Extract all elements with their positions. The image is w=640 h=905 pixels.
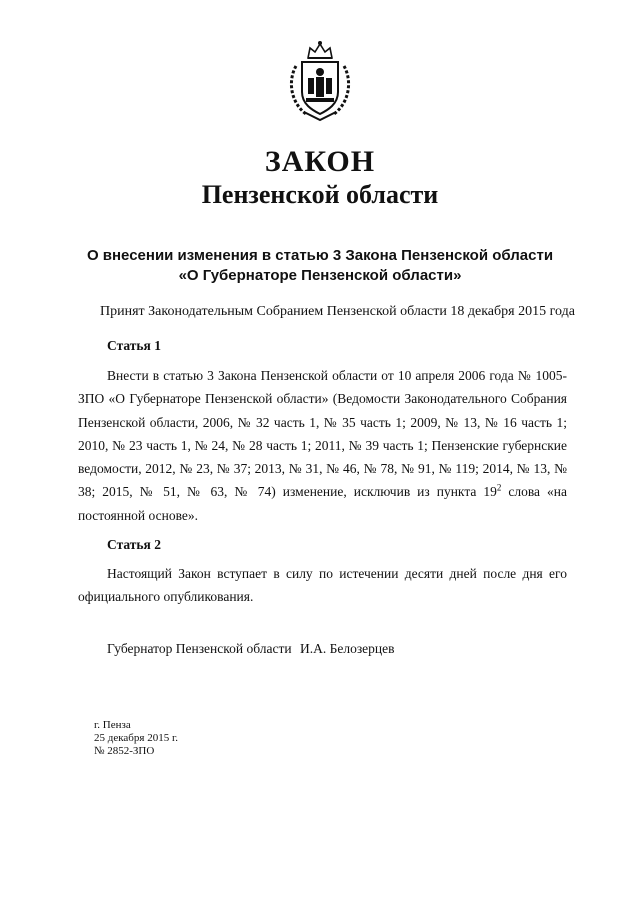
article-1-heading: Статья 1	[107, 338, 161, 353]
signing-city: г. Пенза	[94, 719, 131, 731]
signatory-position: Губернатор Пензенской области	[107, 641, 292, 656]
penza-coat-of-arms-icon	[286, 40, 354, 122]
law-subject-line-2: «О Губернаторе Пензенской области»	[178, 267, 462, 284]
region-title: Пензенской области	[201, 180, 439, 209]
law-subject-line-1: О внесении изменения в статью 3 Закона Пензенской области	[86, 247, 554, 264]
article-1-text-main: Внести в статью 3 Закона Пензенской области от 10 апреля 2006 года № 1005-ЗПО «О Губернаторе Пензенской области» (Ведомости Законодательного Собрания Пензенской области, 2006, № 32 часть 1, № 35 часть 1; 2009, № 13, № 16 часть 1; 2010, № 23 часть 1, № 24, № 28 часть 1; 2011, № 39 часть 1; Пензенские губернские ведомости, 2012, № 23, № 37; 2013, № 31, № 46, № 78, № 91, № 119; 2014, № 13, № 38; 2015, № 51, № 63, № 74) изменение, исключив из пункта 19	[78, 368, 567, 500]
document-type-title: ЗАКОН	[264, 145, 376, 178]
adoption-note: Принят Законодательным Собранием Пензенской области 18 декабря 2015 года	[100, 304, 575, 319]
article-1-text	[78, 364, 567, 527]
signatory-name: И.А. Белозерцев	[300, 641, 395, 656]
article-2-heading: Статья 2	[107, 537, 161, 552]
article-2-text: Настоящий Закон вступает в силу по истечении десяти дней после дня его официального опубликования.	[78, 566, 567, 605]
article-1-text-tail: слова «на постоянной основе».	[78, 484, 567, 523]
law-subject	[60, 246, 580, 286]
law-number: № 2852-ЗПО	[94, 745, 155, 757]
article-1-superscript: 2	[496, 482, 502, 493]
signing-date: 25 декабря 2015 г.	[94, 732, 178, 744]
